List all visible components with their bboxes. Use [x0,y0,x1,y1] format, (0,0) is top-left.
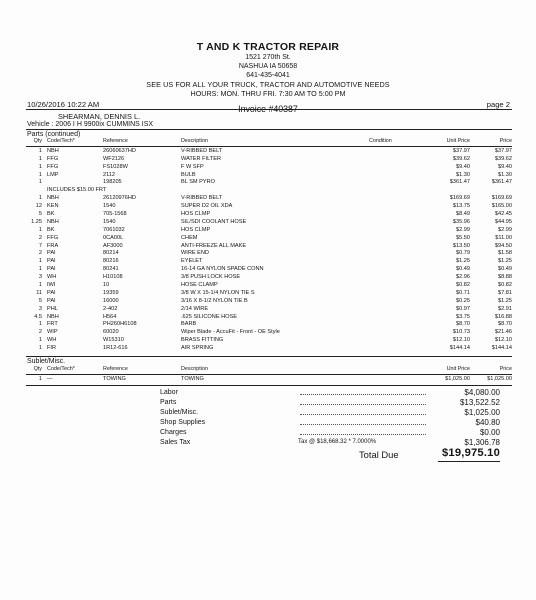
parts-total-label: Parts [160,399,177,406]
table-row [26,282,512,290]
tax-basis: Tax @ $18,668.32 * 7.0000% [298,439,377,445]
qty-cell: 1 [38,282,42,289]
price-cell: $11.00 [495,234,512,241]
unit-price-cell: $361.47 [449,179,470,186]
vehicle-info: Vehicle : 2006 I H 9900ix CUMMINS ISX [27,121,154,128]
description-cell: 3/8 W X 15-1/4 NYLON TIE S [181,289,255,296]
qty-cell: 11 [36,289,42,296]
total-underline [438,461,500,462]
table-row [26,329,512,337]
description-cell: ANTI-FREEZE ALL MAKE [181,242,247,249]
code-cell: NBH [47,313,59,320]
reference-cell: 16000 [103,297,119,304]
price-cell: $21.46 [494,329,512,336]
unit-price-cell: $37.97 [452,147,470,154]
table-row [26,345,512,353]
description-cell: CHEM [181,234,198,241]
qty-cell: 1 [38,171,42,178]
code-cell: BK [47,226,55,233]
table-row [26,235,512,243]
reference-cell: 7061032 [103,226,125,233]
business-hours: HOURS: MON. THRU FRI. 7:30 AM TO 5:00 PM [190,89,346,98]
col-price: Price [499,366,512,372]
description-cell: 16-14 GA NYLON SPADE CONN [181,266,264,273]
description-cell: AIR SPRING [181,345,214,352]
sublet-total-label: Sublet/Misc. [160,409,199,416]
table-row [26,250,512,258]
price-cell: $0.82 [498,282,512,289]
unit-price-cell: $0.79 [456,250,470,257]
code-cell: FIR [47,345,57,352]
leader-dots [300,434,426,435]
reference-cell: 198205 [103,179,122,186]
description-cell: WIRE END [181,250,209,257]
leader-dots [300,424,426,425]
table-row [26,219,512,227]
description-cell: BULB [181,171,196,178]
unit-price-cell: $2.96 [456,274,470,281]
reference-cell: 2-402 [103,305,118,312]
shop-supplies-label: Shop Supplies [160,419,206,426]
unit-price-cell: $0.25 [456,297,470,304]
table-row [26,314,512,322]
price-cell: $94.50 [494,242,512,249]
col-description: Description [181,366,208,372]
price-cell: $2.91 [498,305,512,312]
table-row [26,164,512,172]
reference-cell: 80216 [103,258,119,265]
code-cell: FRA [47,242,59,249]
unit-price-cell: $1,025.00 [445,375,470,382]
price-cell: $144.14 [491,345,512,352]
unit-price-cell: $13.75 [452,203,470,210]
reference-cell: 10 [103,282,110,289]
code-cell: BK [47,211,55,218]
sublet-table-body [26,375,512,384]
company-name: T AND K TRACTOR REPAIR [196,41,340,53]
price-cell: $8.70 [498,321,512,328]
code-cell: NBH [47,218,59,225]
unit-price-cell: $0.97 [456,305,470,312]
parts-total-amount: $13,522.52 [459,398,500,407]
unit-price-cell: $35.96 [452,218,470,225]
col-unit-price: Unit Price [446,138,470,144]
company-street: 1521 270th St. [245,54,291,61]
customer-name: SHEARMAN, DENNIS L. [58,112,141,121]
price-cell: $39.62 [494,155,512,162]
col-code: Code/Tech* [47,366,75,372]
code-cell: PHL [47,305,58,312]
price-cell: $165.00 [491,203,512,210]
reference-cell: 26120976HD [103,195,136,202]
reference-cell: 0CA00L [103,234,124,241]
table-note [26,187,512,195]
code-cell: IWI [47,282,56,289]
table-row [26,258,512,266]
reference-cell: AF3000 [103,242,123,249]
code-cell: PAI [47,266,56,273]
unit-price-cell: $8.70 [456,321,470,328]
price-cell: $44.95 [494,218,512,225]
code-cell: NBH [47,195,59,202]
price-cell: $1.58 [498,250,512,257]
charges-amount: $0.00 [479,428,500,437]
description-cell: F W SFP [181,163,204,170]
sales-tax-label: Sales Tax [160,439,191,446]
qty-cell: 2 [38,234,42,241]
description-cell: V-RIBBED BELT [181,147,223,154]
company-slogan: SEE US FOR ALL YOUR TRUCK, TRACTOR AND AUTOMOTIVE NEEDS [146,80,390,89]
invoice-datetime: 10/26/2016 10:22 AM [27,100,100,109]
qty-cell: 12 [35,203,42,210]
reference-cell: 19359 [103,289,119,296]
reference-cell: WF2126 [103,155,125,162]
table-row [26,306,512,314]
description-cell: V-RIBBED BELT [181,195,223,202]
leader-dots [300,404,426,405]
unit-price-cell: $13.50 [452,242,470,249]
description-cell: WATER FILTER [181,155,221,162]
unit-price-cell: $2.99 [456,226,470,233]
description-cell: BARB [181,321,197,328]
labor-line [160,388,500,397]
sublet-total-amount: $1,025.00 [464,408,500,417]
col-reference: Reference [103,138,128,144]
description-cell: HOS CLMP [181,211,211,218]
shop-supplies-line [160,418,500,427]
sublet-section-title: Sublet/Misc. [27,358,66,365]
reference-cell: 80241 [103,266,119,273]
total-due-amount: $19,975.10 [442,447,500,459]
description-cell: HOS CLMP [181,226,211,233]
company-phone: 641-435-4041 [246,72,290,79]
qty-cell: 7 [38,242,42,249]
unit-price-cell: $144.14 [449,345,470,352]
reference-cell: 26060637HD [103,147,136,154]
unit-price-cell: $9.40 [456,163,470,170]
reference-cell: H564 [103,313,117,320]
qty-cell: 1 [38,195,42,202]
parts-table [26,138,512,353]
parts-section-title: Parts (continued) [27,131,81,138]
qty-cell: 1 [38,258,42,265]
price-cell: $42.45 [494,211,512,218]
qty-cell: 1 [38,375,42,382]
price-cell: $1.25 [498,258,512,265]
qty-cell: 1 [38,337,42,344]
unit-price-cell: $0.49 [456,266,470,273]
code-cell: — [47,375,53,382]
col-unit-price: Unit Price [446,366,470,372]
col-condition: Condition [369,138,392,144]
qty-cell: 3 [38,305,42,312]
reference-cell: 60020 [103,329,119,336]
unit-price-cell: $0.71 [456,289,470,296]
code-cell: FFG [47,163,59,170]
code-cell: PAI [47,289,56,296]
parts-total-line [160,398,500,407]
price-cell: $1,025.00 [487,375,512,382]
price-cell: $12.10 [494,337,512,344]
parts-table-header [26,138,512,146]
price-cell: $16.88 [494,313,512,320]
reference-cell: PH260H6108 [103,321,137,328]
qty-cell: 1 [38,321,42,328]
table-row [26,298,512,306]
table-row [26,195,512,203]
col-code: Code/Tech* [47,138,75,144]
code-cell: WH [47,274,57,281]
table-row [26,156,512,164]
parts-table-body [26,147,512,353]
description-cell: EYELET [181,258,203,265]
description-cell: HOSE CLAMP [181,282,218,289]
note-text: INCLUDES $15.00 FRT [47,187,107,194]
description-cell: .625 SILICONE HOSE [181,313,237,320]
price-cell: $2.99 [498,226,512,233]
table-row [26,211,512,219]
unit-price-cell: $10.73 [452,329,470,336]
qty-cell: 2 [38,329,42,336]
description-cell: 3/8 PUSH LOCK HOSE [181,274,241,281]
col-price: Price [499,138,512,144]
col-description: Description [181,138,208,144]
code-cell: FFG [47,234,59,241]
description-cell: Wiper Blade - AccuFit - Front - OE Style [181,329,280,336]
description-cell: 3/16 X 8-1/2 NYLON TIE B [181,297,248,304]
total-due-label: Total Due [359,449,399,460]
description-cell: SIL/SDI COOLANT HOSE [181,218,247,225]
unit-price-cell: $5.50 [456,234,470,241]
price-cell: $8.88 [498,274,512,281]
qty-cell: 5 [38,297,42,304]
col-qty: Qty [33,138,42,144]
parts-end-rule [26,356,512,357]
unit-price-cell: $39.62 [452,155,470,162]
code-cell: NBH [47,147,59,154]
sublet-total-line [160,408,500,417]
leader-dots [300,394,426,395]
reference-cell: H10108 [103,274,123,281]
qty-cell: 1 [38,163,42,170]
col-qty: Qty [33,366,42,372]
labor-label: Labor [160,389,178,396]
code-cell: WIP [47,329,58,336]
qty-cell: 2 [38,250,42,257]
qty-cell: 1 [38,147,42,154]
qty-cell: 3 [38,274,42,281]
price-cell: $1.30 [498,171,512,178]
shop-supplies-amount: $40.80 [475,418,500,427]
sublet-table [26,366,512,384]
description-cell: BRASS FITTING [181,337,224,344]
description-cell: 2/14 WIRE [181,305,209,312]
price-cell: $37.97 [494,147,512,154]
charges-label: Charges [160,429,187,436]
reference-cell: W15310 [103,337,124,344]
qty-cell: 5 [38,211,42,218]
price-cell: $7.81 [498,289,512,296]
sublet-end-rule [26,385,512,386]
reference-cell: 1540 [103,218,116,225]
reference-cell: 705-1568 [103,211,127,218]
charges-line [160,428,500,437]
sales-tax-line [160,438,500,447]
reference-cell: 2112 [103,171,116,178]
reference-cell: 1540 [103,203,116,210]
table-row [26,243,512,251]
description-cell: BL SM PYRO [181,179,215,186]
table-row [26,227,512,235]
vehicle-rule [26,129,512,130]
table-row [26,274,512,282]
table-row [26,290,512,298]
table-row [26,337,512,345]
page-number: page 2 [486,100,510,109]
code-cell: PAI [47,250,56,257]
price-cell: $9.40 [498,163,512,170]
sublet-table-header [26,366,512,374]
table-row [26,172,512,180]
qty-cell: 1 [38,226,42,233]
price-cell: $1.25 [498,297,512,304]
invoice-number: Invoice #40387 [238,104,298,114]
table-row [26,266,512,274]
description-cell: TOWING [181,375,204,382]
labor-amount: $4,080.00 [464,388,500,397]
table-row [26,179,512,187]
code-cell: KEN [47,203,59,210]
unit-price-cell: $0.82 [456,282,470,289]
reference-cell: 80214 [103,250,119,257]
unit-price-cell: $8.49 [456,211,470,218]
code-cell: WH [47,337,57,344]
code-cell: LMP [47,171,59,178]
unit-price-cell: $3.75 [456,313,470,320]
unit-price-cell: $169.69 [449,195,470,202]
leader-dots [300,414,426,415]
col-reference: Reference [103,366,128,372]
description-cell: SUPER D2 OIL XDA [181,203,233,210]
table-row [26,376,512,384]
sales-tax-amount: $1,306.78 [464,438,500,447]
reference-cell: 1R12-616 [103,345,128,352]
price-cell: $361.47 [491,179,512,186]
qty-cell: 1.25 [31,218,42,225]
table-row [26,203,512,211]
unit-price-cell: $12.10 [452,337,470,344]
code-cell: PAI [47,258,56,265]
qty-cell: 1 [38,266,42,273]
unit-price-cell: $1.25 [456,258,470,265]
reference-cell: TOWING [103,375,126,382]
code-cell: PAI [47,297,56,304]
qty-cell: 1 [38,345,42,352]
qty-cell: 1 [38,155,42,162]
code-cell: FFG [47,155,59,162]
qty-cell: 4.5 [34,313,42,320]
qty-cell: 1 [38,179,42,186]
price-cell: $0.49 [498,266,512,273]
company-city: NASHUA IA 50658 [238,63,298,70]
table-row [26,321,512,329]
reference-cell: FS1028W [103,163,128,170]
unit-price-cell: $1.30 [456,171,470,178]
code-cell: FRT [47,321,58,328]
price-cell: $169.69 [491,195,512,202]
table-row [26,148,512,156]
